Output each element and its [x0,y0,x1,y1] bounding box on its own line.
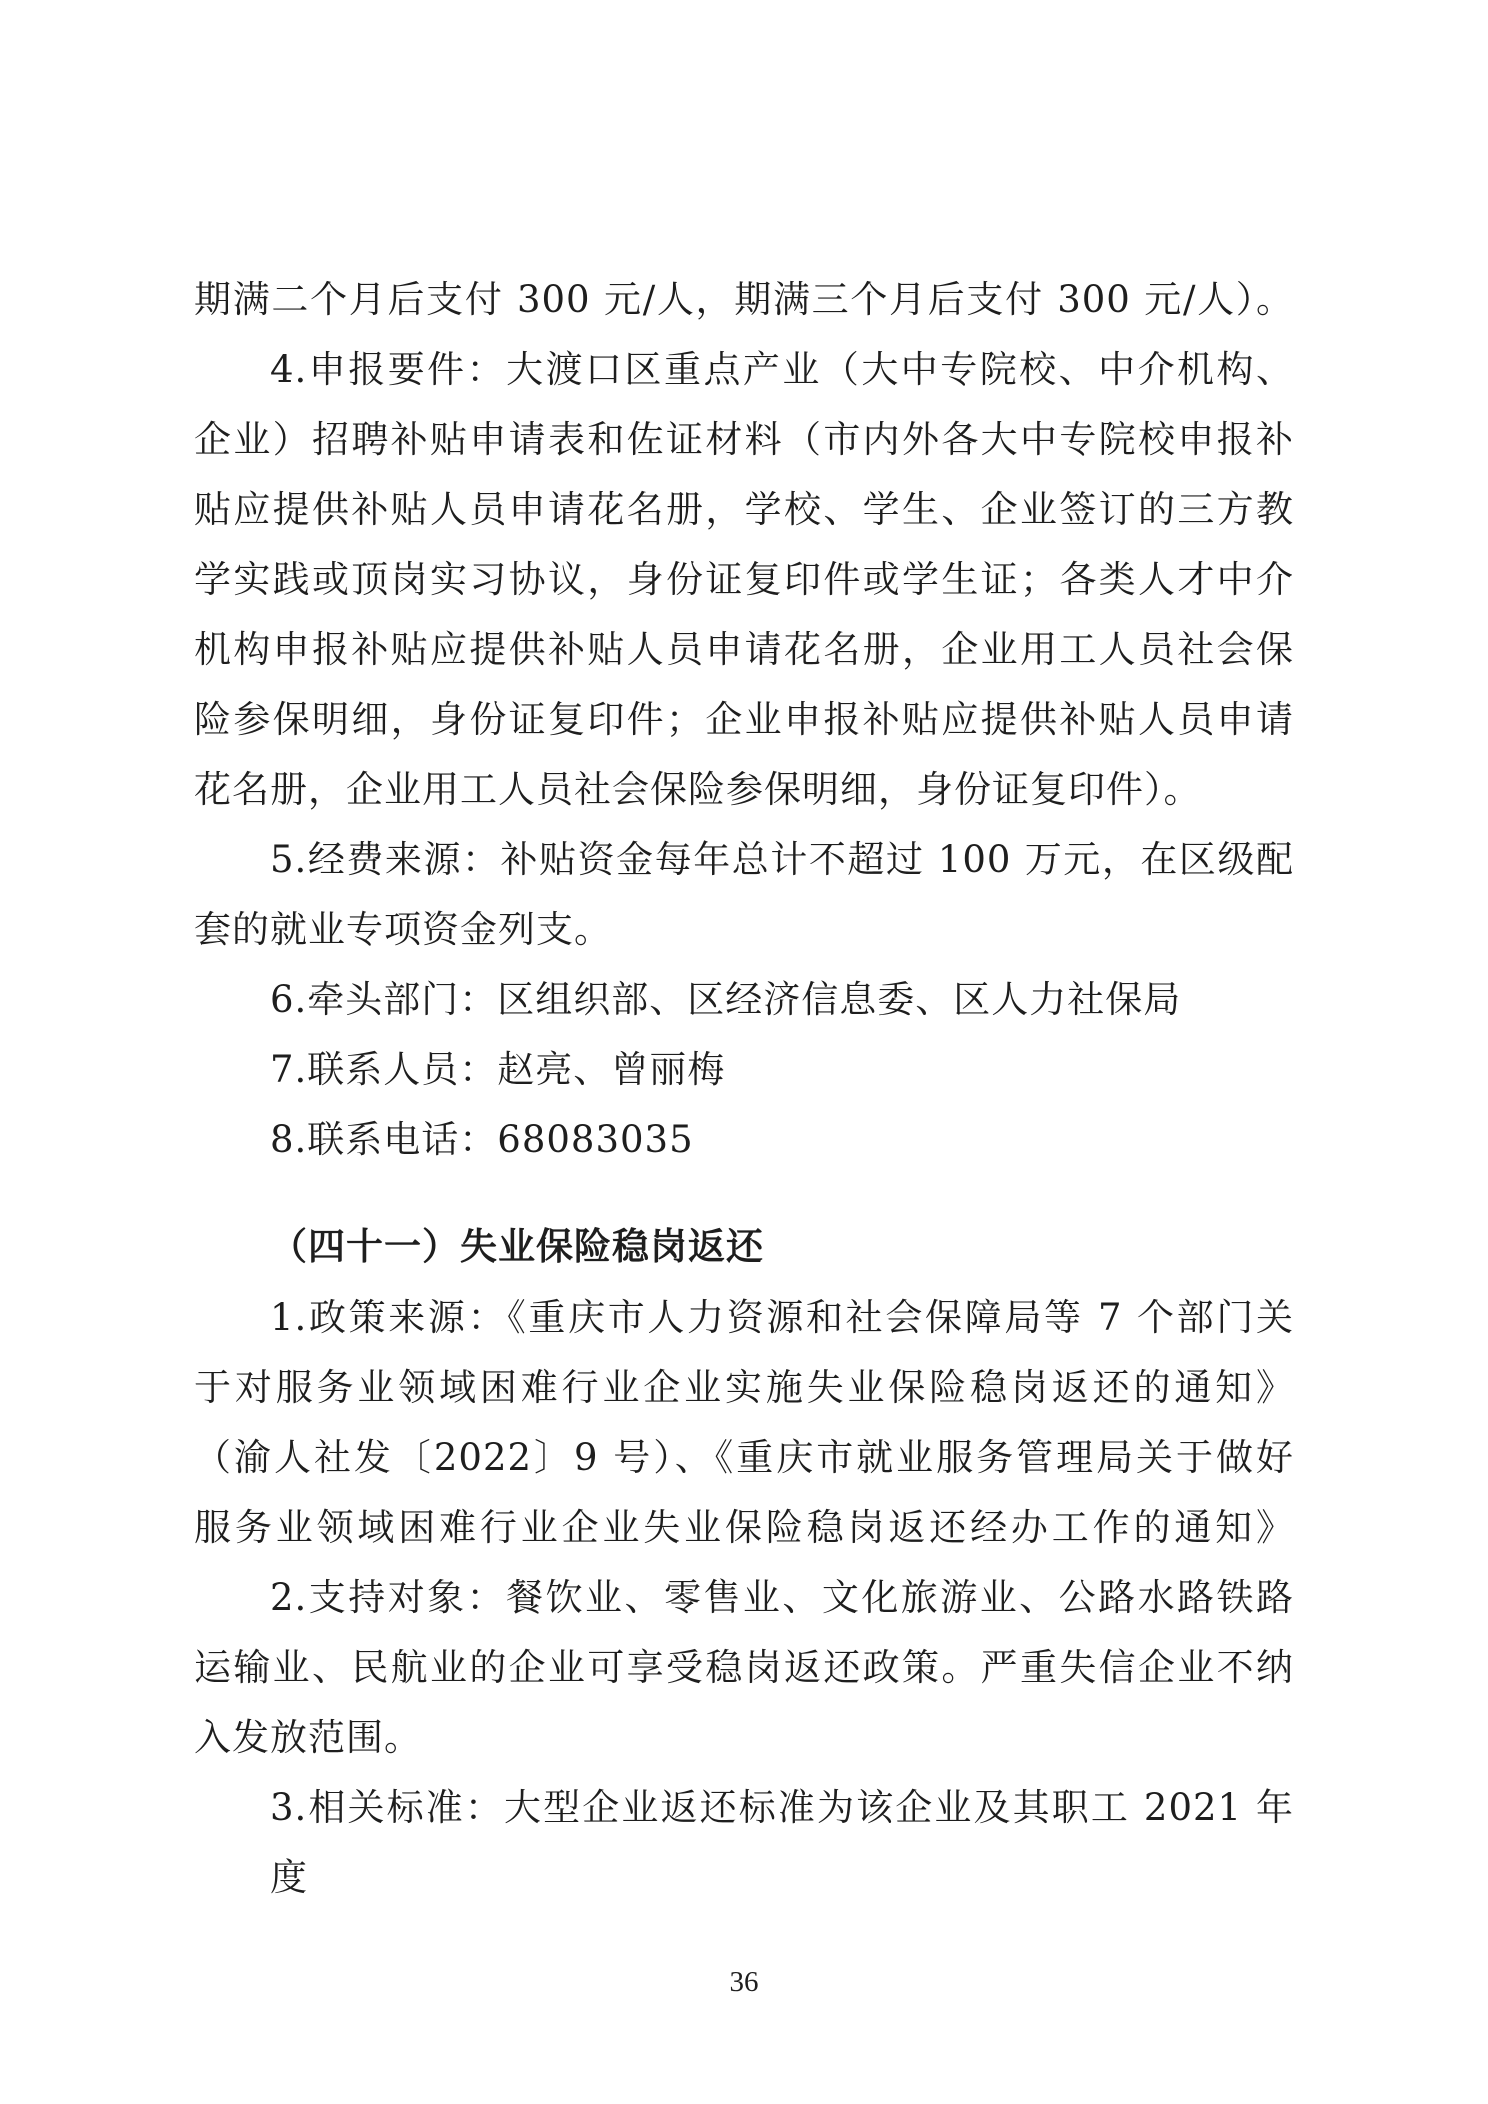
text-line-6: 机构申报补贴应提供补贴人员申请花名册，企业用工人员社会保 [194,628,1294,671]
text-line-20: 运输业、民航业的企业可享受稳岗返还政策。严重失信企业不纳 [194,1646,1294,1689]
text-line-10: 套的就业专项资金列支。 [194,908,612,951]
text-line-21: 入发放范围。 [194,1716,422,1759]
item-7-line: 7.联系人员：赵亮、曾丽梅 [270,1048,726,1091]
page-number: 36 [729,1966,759,1998]
text-line-18: 服务业领域困难行业企业失业保险稳岗返还经办工作的通知》 [194,1506,1294,1549]
item-2-heading-line: 2.支持对象：餐饮业、零售业、文化旅游业、公路水路铁路 [270,1576,1294,1619]
text-line-5: 学实践或顶岗实习协议，身份证复印件或学生证；各类人才中介 [194,558,1294,601]
text-line-8: 花名册，企业用工人员社会保险参保明细，身份证复印件）。 [194,768,1202,811]
item-5-heading-line: 5.经费来源：补贴资金每年总计不超过 100 万元，在区级配 [270,838,1294,881]
item-8-line: 8.联系电话：68083035 [270,1118,694,1161]
text-line-4: 贴应提供补贴人员申请花名册，学校、学生、企业签订的三方教 [194,488,1294,531]
item-3-heading-line: 3.相关标准：大型企业返还标准为该企业及其职工 2021 年度 [270,1786,1294,1899]
item-1-heading-line: 1.政策来源：《重庆市人力资源和社会保障局等 7 个部门关 [270,1296,1294,1339]
text-line-17: （渝人社发〔2022〕9 号）、《重庆市就业服务管理局关于做好 [194,1436,1294,1479]
text-line-16: 于对服务业领域困难行业企业实施失业保险稳岗返还的通知》 [194,1366,1294,1409]
section-heading: （四十一）失业保险稳岗返还 [270,1225,764,1268]
text-line-7: 险参保明细，身份证复印件；企业申报补贴应提供补贴人员申请 [194,698,1294,741]
item-6-line: 6.牵头部门：区组织部、区经济信息委、区人力社保局 [270,978,1182,1021]
text-line-1: 期满二个月后支付 300 元/人，期满三个月后支付 300 元/人）。 [194,278,1294,321]
text-line-3: 企业）招聘补贴申请表和佐证材料（市内外各大中专院校申报补 [194,418,1294,461]
item-4-heading-line: 4.申报要件：大渡口区重点产业（大中专院校、中介机构、 [270,348,1294,391]
